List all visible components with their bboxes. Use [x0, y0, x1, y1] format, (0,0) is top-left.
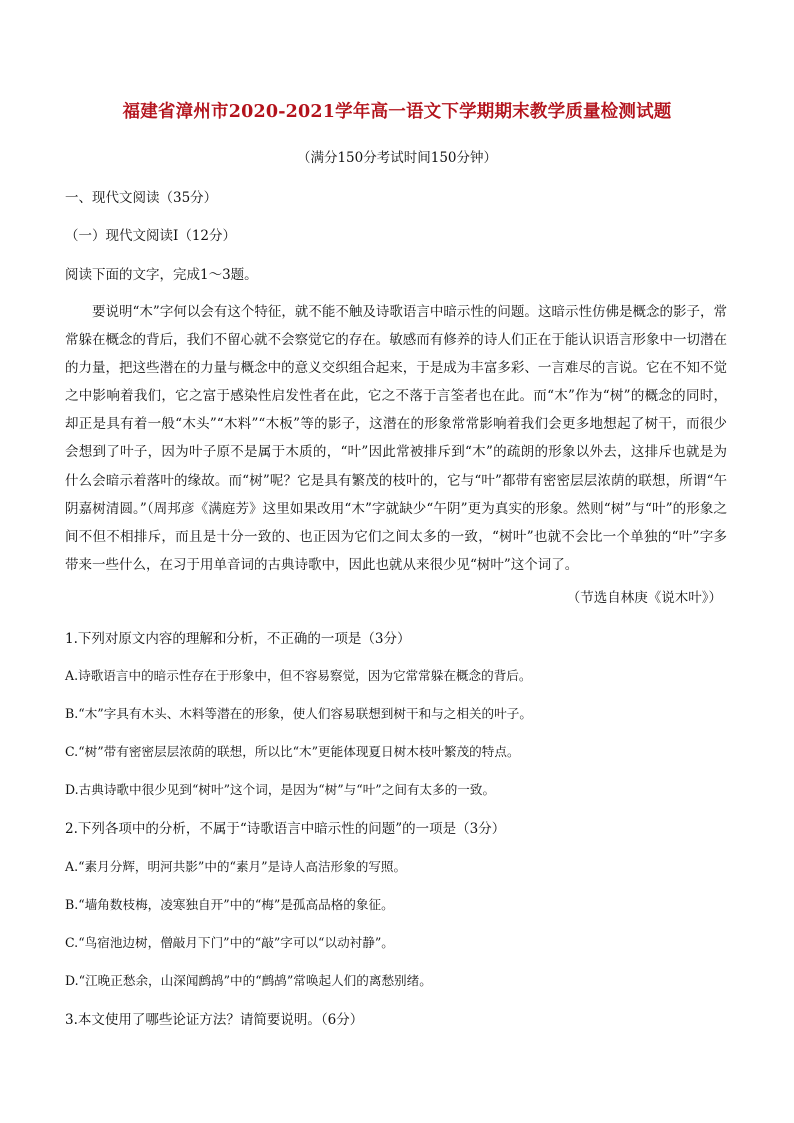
- question-1-option-a: A.诗歌语言中的暗示性存在于形象中，但不容易察觉，因为它常常躲在概念的背后。: [65, 668, 532, 683]
- question-2-option-a: A.“素月分辉，明河共影”中的“素月”是诗人高洁形象的写照。: [65, 859, 407, 874]
- question-2-option-b: B.“墙角数枝梅，凌寒独自开”中的“梅”是孤高品格的象征。: [65, 897, 394, 912]
- section-heading: 一、现代文阅读（35分）: [65, 190, 218, 206]
- question-1-stem: 1.下列对原文内容的理解和分析，不正确的一项是（3分）: [65, 631, 411, 647]
- question-2-stem: 2.下列各项中的分析，不属于“诗歌语言中暗示性的问题”的一项是（3分）: [65, 821, 506, 837]
- question-1-option-c: C.“树”带有密密层层浓荫的联想，所以比“木”更能体现夏日树木枝叶繁茂的特点。: [65, 744, 520, 759]
- exam-info: （满分150分考试时间150分钟）: [296, 150, 498, 166]
- question-2-option-d: D.“江晚正愁余，山深闻鹧鸪”中的“鹧鸪”常唤起人们的离愁别绪。: [65, 973, 432, 988]
- reading-instruction: 阅读下面的文字，完成1～3题。: [65, 267, 258, 283]
- question-1-option-b: B.“木”字具有木头、木料等潜在的形象，使人们容易联想到树干和与之相关的叶子。: [65, 706, 532, 721]
- question-3-stem: 3.本文使用了哪些论证方法？请简要说明。（6分）: [65, 1012, 364, 1028]
- document-title: 福建省漳州市2020-2021学年高一语文下学期期末教学质量检测试题: [122, 102, 672, 122]
- question-1-option-d: D.古典诗歌中很少见到“树叶”这个词，是因为“树”与“叶”之间有太多的一致。: [65, 782, 496, 797]
- passage-source: （节选自林庚《说木叶》）: [566, 590, 722, 606]
- reading-passage: 要说明“木”字何以会有这个特征，就不能不触及诗歌语言中暗示性的问题。这暗示性仿佛是概念的影子，常常躲在概念的背后，我们不留心就不会察觉它的存在。敏感而有修养的诗人们正在于能认识语言形象中一切潜在的力量，把这些潜在的力量与概念中的意义交织组合起来，于是成为丰富多彩、一言难尽的言说。它在不知不觉之中影响着我们，它之富于感染性启发性者在此，它之不落于言筌者也在此。而“木”作为“树”的概念的同时，却正是具有着一般“木头”“木料”“木板”等的影子，这潜在的形象常常影响着我们会更多地想起了树干，而很少会想到了叶子，因为叶子原不是属于木质的，“叶”因此常被排斥到“木”的疏朗的形象以外去，这排斥也就是为什么会暗示着落叶的缘故。而“树”呢？它是具有繁茂的枝叶的，它与“叶”都带有密密层层浓荫的联想，所谓“午阴嘉树清圆。”（周邦彦《满庭芳》这里如果改用“木”字就缺少“午阴”更为真实的形象。然则“树”与“叶”的形象之间不但不相排斥，而且是十分一致的、也正因为它们之间太多的一致，“树叶”也就不会比一个单独的“叶”字多带来一些什么，在习于用单音词的古典诗歌中，因此也就从来很少见“树叶”这个词了。: [65, 304, 727, 573]
- question-2-option-c: C.“鸟宿池边树，僧敲月下门”中的“敲”字可以“以动衬静”。: [65, 935, 394, 950]
- subsection-heading: （一）现代文阅读Ⅰ（12分）: [65, 228, 237, 244]
